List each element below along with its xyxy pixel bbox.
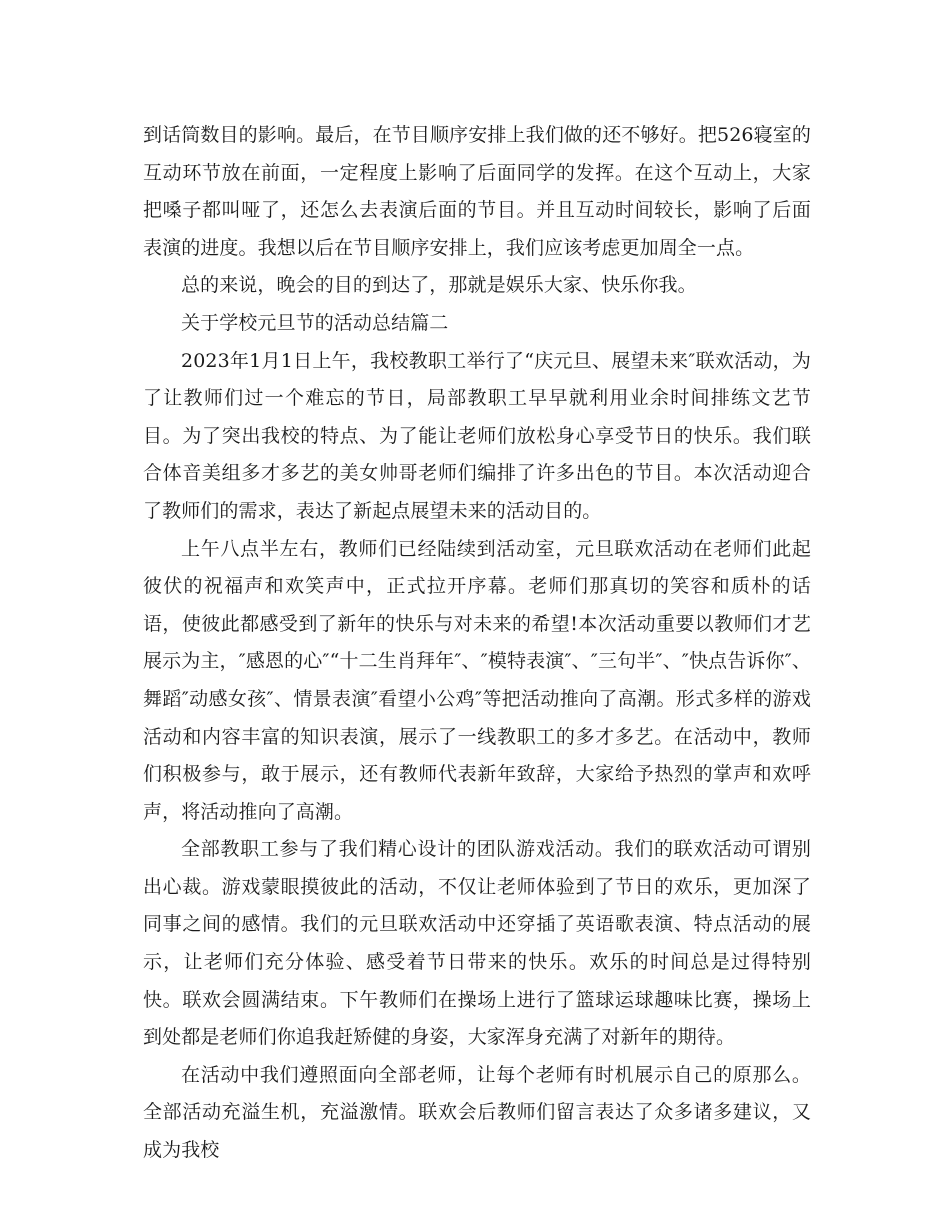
section-heading: 关于学校元旦节的活动总结篇二: [181, 311, 449, 334]
paragraph-continuation: 到话筒数目的影响。最后，在节目顺序安排上我们做的还不够好。把526寝室的互动环节放在前面，一定程度上影响了后面同学的发挥。在这个互动上，大家把嗓子都叫哑了，还怎么去表演后面的节目。并且互动时间较长，影响了后面表演的进度。我想以后在节目顺序安排上，我们应该考虑更加周全一点。: [143, 124, 811, 259]
paragraph-morning-activities: 上午八点半左右，教师们已经陆续到活动室，元旦联欢活动在老师们此起彼伏的祝福声和欢笑声中，正式拉开序幕。老师们那真切的笑容和质朴的话语，使彼此都感受到了新年的快乐与对未来的希望!本次活动重要以教师们才艺展示为主，″感恩的心″“十二生肖拜年″、″模特表演″、″三句半″、″快点告诉你″、舞蹈″动感女孩″、情景表演″看望小公鸡″等把活动推向了高潮。形式多样的游戏活动和内容丰富的知识表演，展示了一线教职工的多才多艺。在活动中，教师们积极参与，敢于展示，还有教师代表新年致辞，大家给予热烈的掌声和欢呼声，将活动推向了高潮。: [143, 537, 811, 823]
paragraph-summary: 总的来说，晚会的目的到达了，那就是娱乐大家、快乐你我。: [181, 274, 697, 297]
paragraph-conclusion: 在活动中我们遵照面向全部老师，让每个老师有时机展示自己的原那么。全部活动充溢生机，充溢激情。联欢会后教师们留言表达了众多诸多建议，又成为我校: [143, 1063, 811, 1162]
document-body: [143, 117, 811, 1170]
paragraph-event-intro: 2023年1月1日上午，我校教职工举行了“庆元旦、展望未来″联欢活动，为了让教师们过一个难忘的节日，局部教职工早早就利用业余时间排练文艺节目。为了突出我校的特点、为了能让老师们放松身心享受节日的快乐。我们联合体音美组多才多艺的美女帅哥老师们编排了许多出色的节目。本次活动迎合了教师们的需求，表达了新起点展望未来的活动目的。: [143, 349, 811, 522]
paragraph-team-games: 全部教职工参与了我们精心设计的团队游戏活动。我们的联欢活动可谓别出心裁。游戏蒙眼摸彼此的活动，不仅让老师体验到了节日的欢乐，更加深了同事之间的感情。我们的元旦联欢活动中还穿插了英语歌表演、特点活动的展示，让老师们充分体验、感受着节日带来的快乐。欢乐的时间总是过得特别快。联欢会圆满结束。下午教师们在操场上进行了篮球运球趣味比赛，操场上到处都是老师们你追我赶矫健的身姿，大家浑身充满了对新年的期待。: [143, 838, 811, 1049]
